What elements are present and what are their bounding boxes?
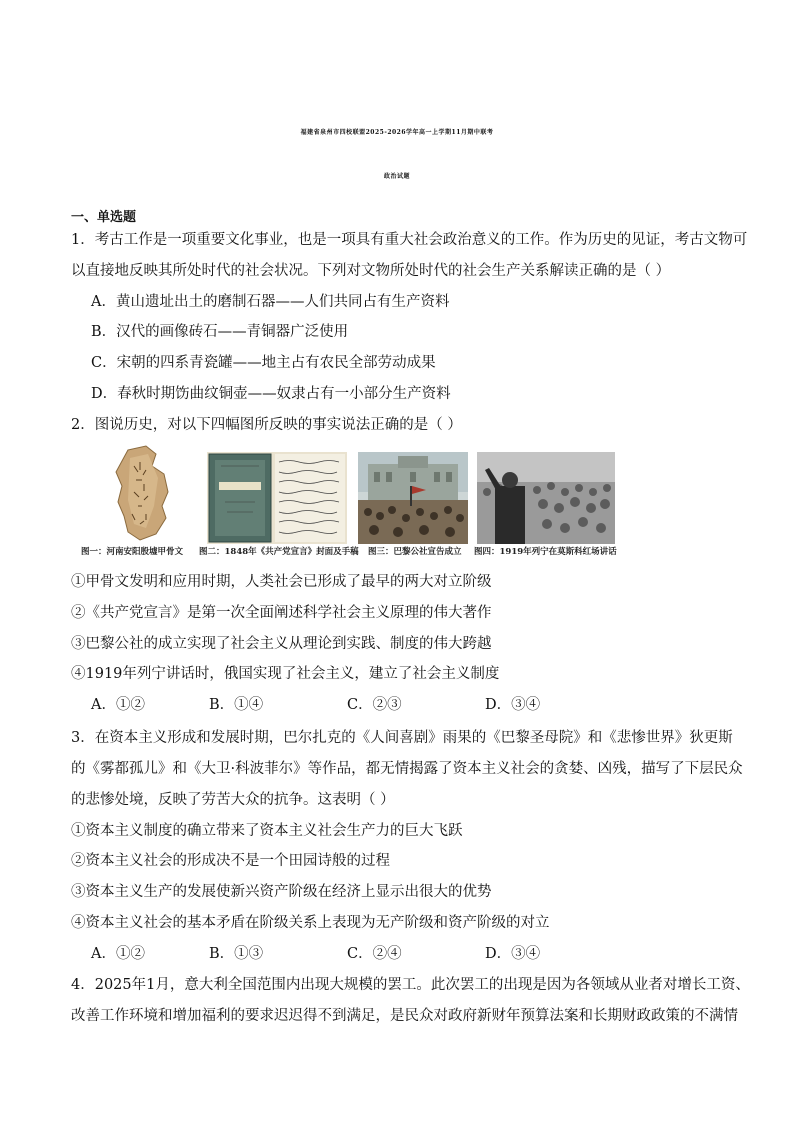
q1-option-b: B．汉代的画像砖石——青铜器广泛使用 xyxy=(91,324,349,340)
manifesto-manuscript-image xyxy=(207,452,347,544)
q2-choice-a: A．①② xyxy=(91,697,145,713)
q4-stem-line2: 改善工作环境和增加福利的要求迟迟得不到满足，是民众对政府新财年预算法案和长期财政政策的不满情 xyxy=(71,1008,738,1024)
q3-statement-2: ②资本主义社会的形成决不是一个田园诗般的过程 xyxy=(71,853,390,869)
q3-stem-line2: 的《雾都孤儿》和《大卫·科波菲尔》等作品，都无情揭露了资本主义社会的贪婪、凶残，描写了下层民众 xyxy=(71,761,743,777)
oracle-bone-image xyxy=(106,444,188,542)
q2-statement-2: ②《共产党宣言》是第一次全面阐述科学社会主义原理的伟大著作 xyxy=(71,605,492,621)
q3-choice-a: A．①② xyxy=(91,946,145,962)
q3-statement-4: ④资本主义社会的基本矛盾在阶级关系上表现为无产阶级和资产阶级的对立 xyxy=(71,915,550,931)
q3-choice-c: C．②④ xyxy=(347,946,402,962)
exam-title: 福建省泉州市四校联盟2025-2026学年高一上学期11月期中联考 xyxy=(300,129,494,136)
q2-choice-c: C．②③ xyxy=(347,697,402,713)
q3-stem-line1: 3．在资本主义形成和发展时期，巴尔扎克的《人间喜剧》雨果的《巴黎圣母院》和《悲惨世界》狄更斯 xyxy=(71,730,733,746)
q2-choice-d: D．③④ xyxy=(485,697,541,713)
figure-caption-4: 图四：1919年列宁在莫斯科红场讲话 xyxy=(474,547,617,557)
lenin-speech-image xyxy=(477,452,615,544)
q3-choice-b: B．①③ xyxy=(209,946,264,962)
q2-choice-b: B．①④ xyxy=(209,697,264,713)
figure-caption-1: 图一：河南安阳殷墟甲骨文 xyxy=(81,547,184,557)
q2-statement-1: ①甲骨文发明和应用时期，人类社会已形成了最早的两大对立阶级 xyxy=(71,574,492,590)
q3-stem-line3: 的悲惨处境，反映了劳苦大众的抗争。这表明（ ） xyxy=(71,792,395,808)
q3-statement-3: ③资本主义生产的发展使新兴资产阶级在经济上显示出很大的优势 xyxy=(71,884,492,900)
q2-stem: 2．图说历史，对以下四幅图所反映的事实说法正确的是（ ） xyxy=(71,417,462,433)
q2-statement-3: ③巴黎公社的成立实现了社会主义从理论到实践、制度的伟大跨越 xyxy=(71,636,492,652)
q1-option-c: C．宋朝的四系青瓷罐——地主占有农民全部劳动成果 xyxy=(91,355,436,371)
exam-subtitle: 政治试题 xyxy=(383,173,410,180)
section-heading: 一、单选题 xyxy=(71,210,137,225)
q2-statement-4: ④1919年列宁讲话时，俄国实现了社会主义，建立了社会主义制度 xyxy=(71,666,500,682)
q1-stem-line1: 1．考古工作是一项重要文化事业，也是一项具有重大社会政治意义的工作。作为历史的见证，考古文物可 xyxy=(71,232,748,248)
q1-stem-line2: 以直接地反映其所处时代的社会状况。下列对文物所处时代的社会生产关系解读正确的是（ ） xyxy=(71,263,671,279)
figure-caption-2: 图二：1848年《共产党宣言》封面及手稿 xyxy=(199,547,359,557)
paris-commune-image xyxy=(358,452,468,544)
q1-option-d: D．春秋时期饬曲纹铜壶——奴隶占有一小部分生产资料 xyxy=(91,386,451,402)
q1-option-a: A．黄山遗址出土的磨制石器——人们共同占有生产资料 xyxy=(91,294,450,310)
q4-stem-line1: 4．2025年1月，意大利全国范围内出现大规模的罢工。此次罢工的出现是因为各领域从业者对增长工资、 xyxy=(71,977,750,993)
q3-choice-d: D．③④ xyxy=(485,946,541,962)
q3-statement-1: ①资本主义制度的确立带来了资本主义社会生产力的巨大飞跃 xyxy=(71,823,463,839)
figure-caption-3: 图三：巴黎公社宣告成立 xyxy=(368,547,462,557)
